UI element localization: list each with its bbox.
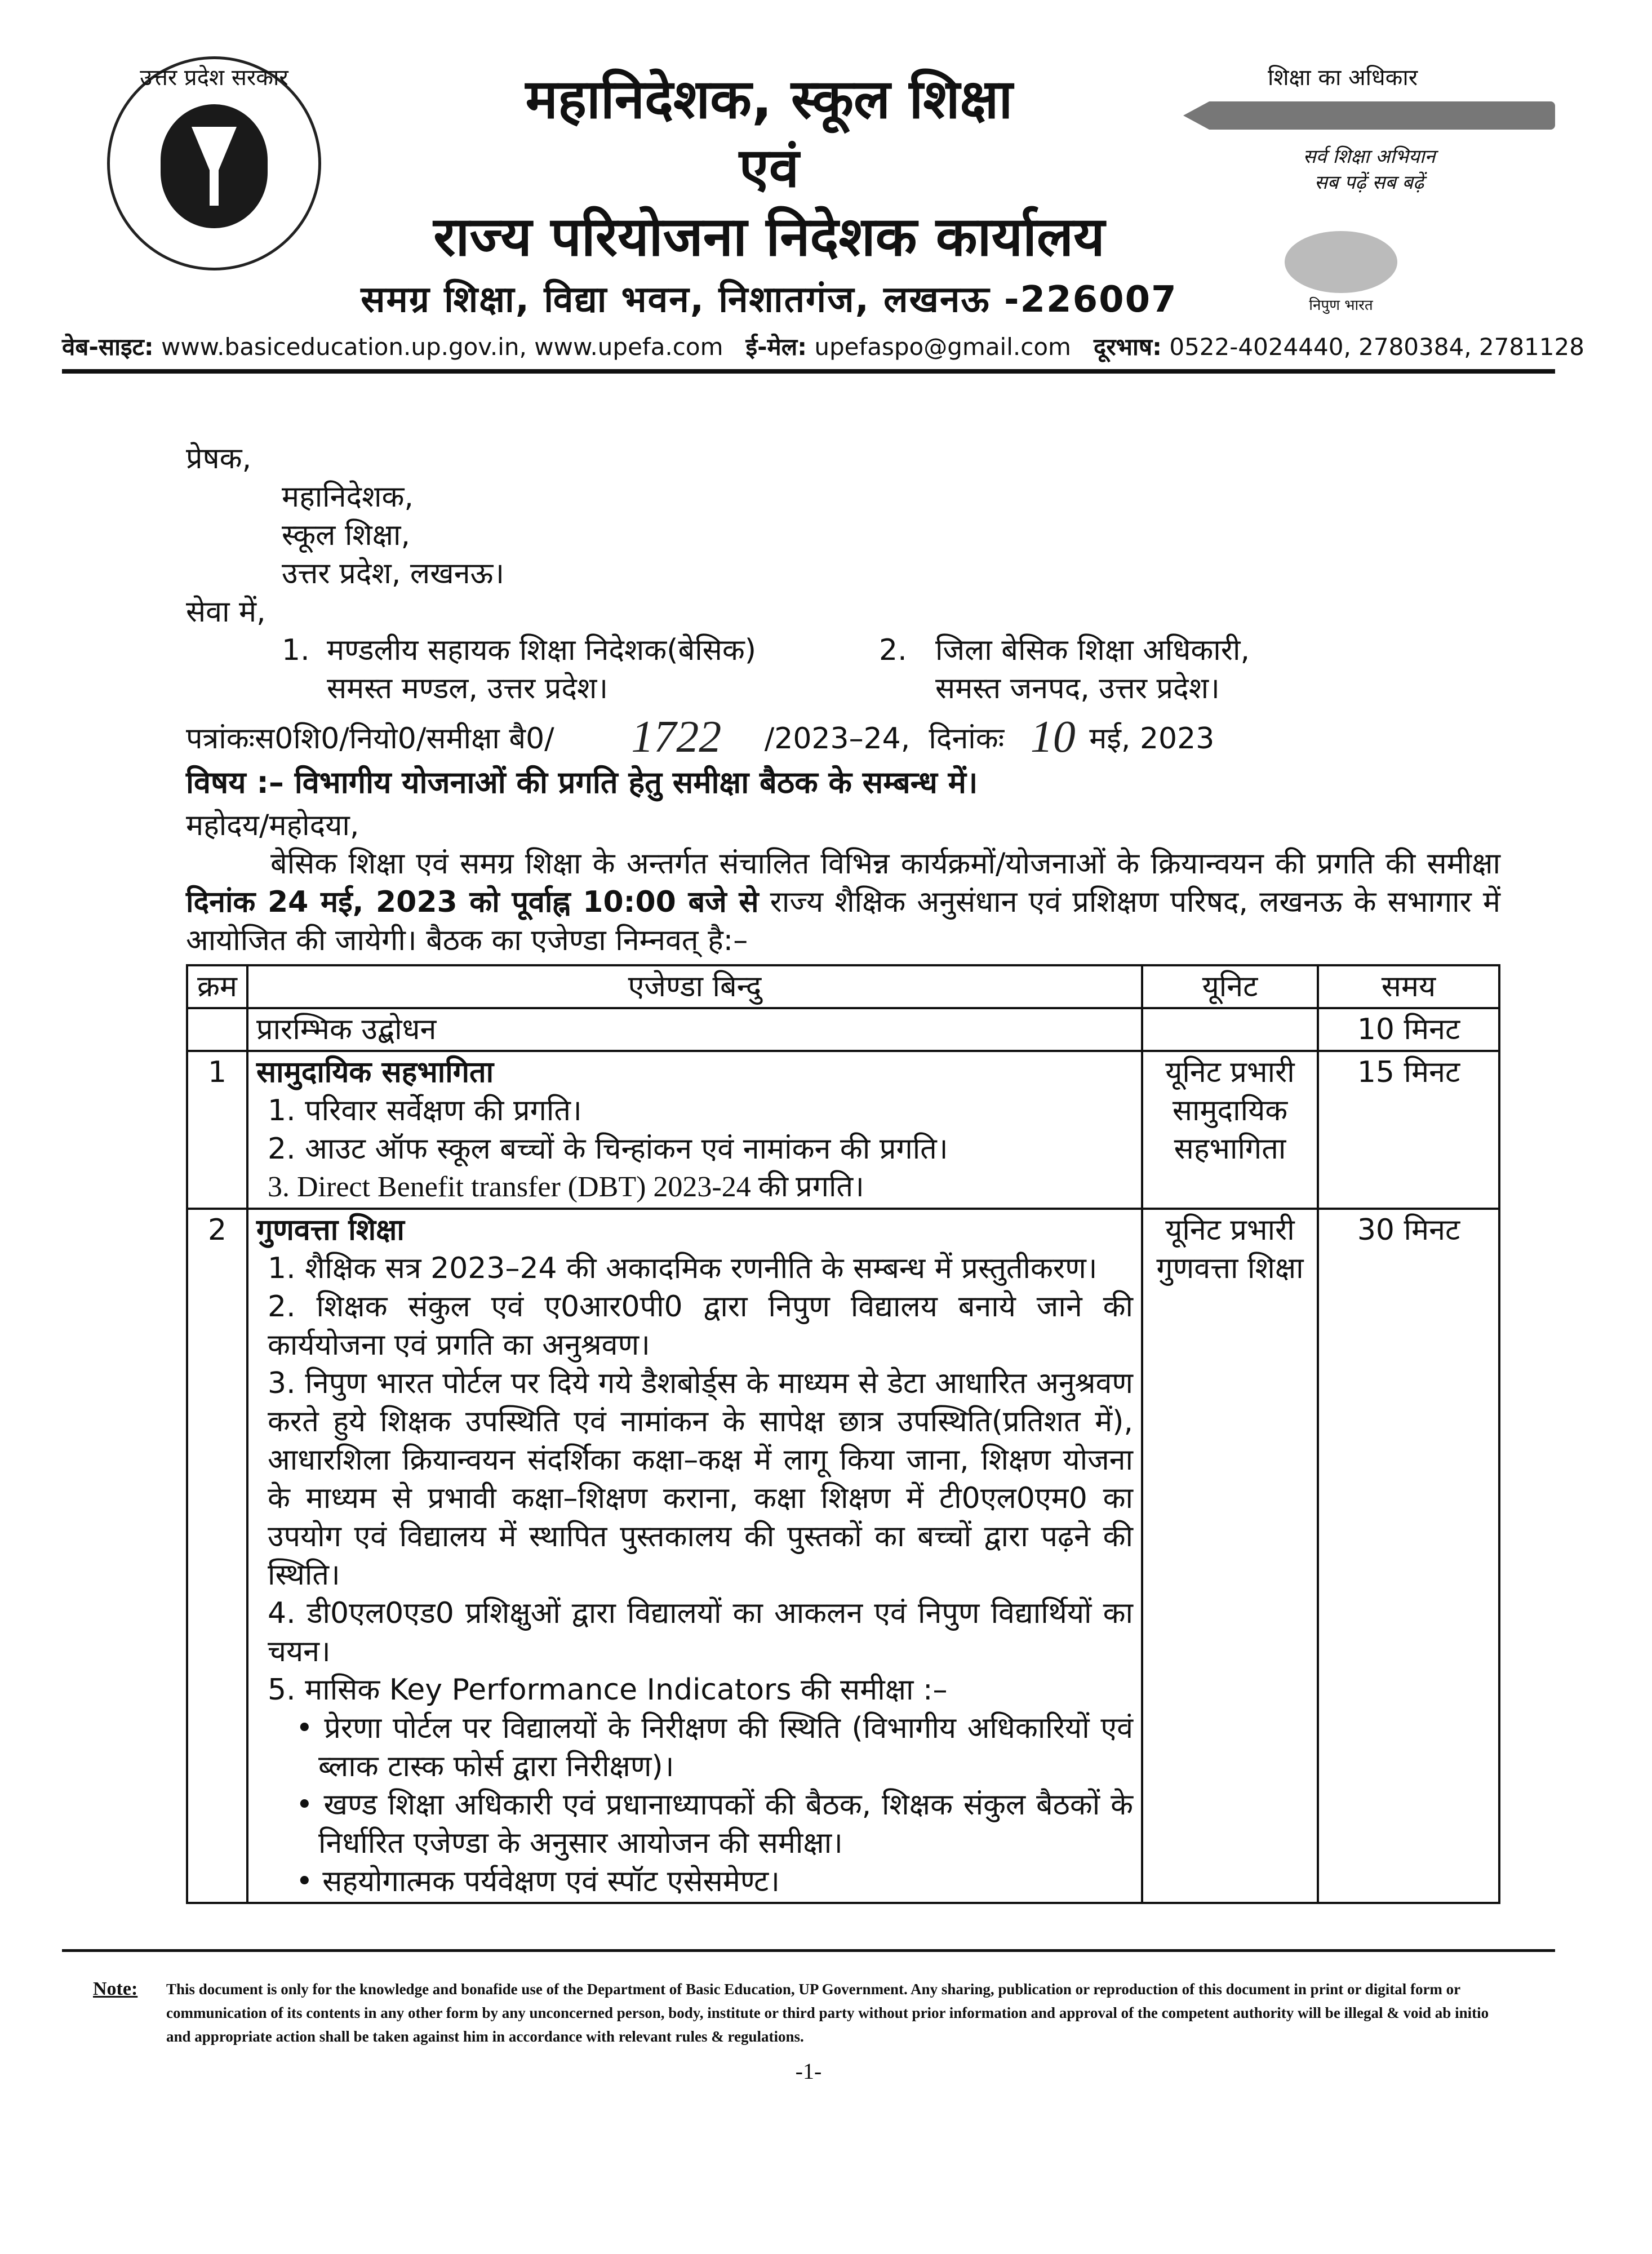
agenda-cell xyxy=(247,1209,1142,1903)
agenda-bullet: • प्रेरणा पोर्टल पर विद्यालयों के निरीक्षण की स्थिति (विभागीय अधिकारियों एवं ब्लाक टास्क फोर्स द्वारा निरीक्षण)। xyxy=(296,1711,1133,1783)
agenda-heading: गुणवत्ता शिक्षा xyxy=(256,1213,405,1247)
office-title-line3: राज्य परियोजना निदेशक कार्यालय xyxy=(433,205,1105,268)
bullet-text: सहयोगात्मक पर्यवेक्षण एवं स्पॉट एसेसमेण्ट। xyxy=(322,1865,780,1898)
footer-note xyxy=(62,1977,1555,2048)
col-header-agenda: एजेण्डा बिन्दु xyxy=(247,965,1142,1008)
salutation: महोदय/महोदया, xyxy=(186,809,359,842)
agenda-item: 2. आउट ऑफ स्कूल बच्चों के चिन्हांकन एवं नामांकन की प्रगति। xyxy=(268,1132,948,1166)
phone-label: दूरभाष: xyxy=(1094,333,1162,361)
page-number: -1- xyxy=(795,2058,822,2084)
subject: विषय :– विभागीय योजनाओं की प्रगति हेतु समीक्षा बैठक के सम्बन्ध में। xyxy=(186,765,978,800)
time-cell: 30 मिनट xyxy=(1318,1209,1499,1903)
unit-cell: यूनिट प्रभारी गुणवत्ता शिक्षा xyxy=(1142,1209,1318,1903)
time-cell: 15 मिनट xyxy=(1318,1051,1499,1209)
recipient-line: जिला बेसिक शिक्षा अधिकारी, xyxy=(935,633,1250,667)
recipient-num: 1. xyxy=(282,633,310,667)
agenda-bullet: • खण्ड शिक्षा अधिकारी एवं प्रधानाध्यापकों की बैठक, शिक्षक संकुल बैठकों के निर्धारित एजेण्डा के अनुसार आयोजन की समीक्षा। xyxy=(296,1788,1134,1860)
agenda-item: 2. शिक्षक संकुल एवं ए0आर0पी0 द्वारा निपुण विद्यालय बनाये जाने की कार्ययोजना एवं प्रगति का अनुश्रवण। xyxy=(268,1290,1133,1362)
table-row xyxy=(187,1051,1499,1209)
time-cell: 10 मिनट xyxy=(1318,1008,1499,1051)
sender-line: स्कूल शिक्षा, xyxy=(282,518,411,552)
footer xyxy=(62,1949,1555,2086)
note-label: Note: xyxy=(93,1978,138,1999)
ref-prefix: पत्रांकःस0शि0/नियो0/समीक्षा बै0/ xyxy=(186,722,554,756)
email[interactable]: upefaspo@gmail.com xyxy=(814,333,1071,361)
col-header-unit: यूनिट xyxy=(1142,965,1318,1008)
agenda-item: 3. Direct Benefit transfer (DBT) 2023-24 की प्रगति। xyxy=(268,1171,864,1203)
websites[interactable]: www.basiceducation.up.gov.in, www.upefa.com xyxy=(161,333,723,361)
date-label: दिनांकः xyxy=(929,722,1005,756)
sender-line: उत्तर प्रदेश, लखनऊ। xyxy=(282,557,505,591)
date-day-handwritten: 10 xyxy=(1030,712,1076,762)
ref-suffix: /2023–24, xyxy=(764,722,911,756)
sender-label: प्रेषक, xyxy=(186,442,252,476)
rte-pencil-logo xyxy=(1172,39,1566,141)
unit-cell xyxy=(1142,1008,1318,1051)
col-header-time: समय xyxy=(1318,965,1499,1008)
bullet-text: खण्ड शिक्षा अधिकारी एवं प्रधानाध्यापकों की बैठक, शिक्षक संकुल बैठकों के निर्धारित एजेण्डा के अनुसार आयोजन की समीक्षा। xyxy=(318,1788,1134,1860)
letter-body xyxy=(93,440,1500,2086)
recipient-1 xyxy=(282,631,879,708)
agenda-heading: सामुदायिक सहभागिता xyxy=(256,1055,494,1089)
agenda-item: 3. निपुण भारत पोर्टल पर दिये गये डैशबोर्ड्स के माध्यम से डेटा आधारित अनुश्रवण करते हुये शिक्षक उपस्थिति एवं नामांकन के सापेक्ष छात्र उपस्थिति(प्रतिशत में), आधारशिला क्रियान्वयन संदर्शिका कक्षा–कक्ष में लागू किया जाना, शिक्षण योजना के माध्यम से प्रभावी कक्षा–शिक्षण कराना, कक्षा शिक्षण में टी0एल0एम0 का उपयोग एवं विद्यालय में स्थापित पुस्तकालय की पुस्तकों का बच्चों द्वारा पढ़ने की स्थिति। xyxy=(268,1366,1133,1592)
table-row xyxy=(187,1008,1499,1051)
phones: 0522-4024440, 2780384, 2781128 xyxy=(1169,333,1584,361)
para-text: बेसिक शिक्षा एवं समग्र शिक्षा के अन्तर्गत संचालित विभिन्न कार्यक्रमों/योजनाओं के क्रियान्वयन की प्रगति की समीक्षा xyxy=(270,847,1500,881)
date-rest: मई, 2023 xyxy=(1089,722,1215,756)
office-title-line2: एवं xyxy=(739,136,800,199)
office-address: समग्र शिक्षा, विद्या भवन, निशातगंज, लखनऊ -226007 xyxy=(361,279,1178,321)
agenda-table xyxy=(186,964,1500,1904)
nipun-bharat-logo xyxy=(1285,231,1397,293)
bullet-text: प्रेरणा पोर्टल पर विद्यालयों के निरीक्षण की स्थिति (विभागीय अधिकारियों एवं ब्लाक टास्क फोर्स द्वारा निरीक्षण)। xyxy=(318,1711,1133,1783)
meeting-datetime: दिनांक 24 मई, 2023 को पूर्वाह्न 10:00 बजे से xyxy=(186,885,759,919)
header-divider xyxy=(62,369,1555,374)
emblem-text: उत्तर प्रदेश सरकार xyxy=(140,65,288,91)
recipient-num: 2. xyxy=(879,633,907,667)
up-government-emblem xyxy=(107,56,321,270)
agenda-cell: प्रारम्भिक उद्बोधन xyxy=(247,1008,1142,1051)
ref-number-handwritten: 1722 xyxy=(631,712,722,762)
agenda-item: 5. मासिक Key Performance Indicators की समीक्षा :– xyxy=(268,1673,948,1707)
to-label: सेवा में, xyxy=(186,595,266,629)
recipient-2 xyxy=(879,631,1250,708)
emblem-icon xyxy=(161,104,268,228)
sender-block xyxy=(186,440,1500,708)
agenda-item: 1. परिवार सर्वेक्षण की प्रगति। xyxy=(268,1094,582,1128)
table-header-row xyxy=(187,965,1499,1008)
rte-logo-text: शिक्षा का अधिकार xyxy=(1268,65,1418,91)
agenda-bullet: • सहयोगात्मक पर्यवेक्षण एवं स्पॉट एसेसमेण्ट। xyxy=(296,1865,780,1898)
note-text: This document is only for the knowledge and bonafide use of the Department of Basic Education, UP Government. Any sharing, publication or reproduction of this document in print or digital form or communication of its contents in any other form by any unconcerned person, body, institute or third party without prior information and approval of the competent authority will be illegal & void ab initio and appropriate action shall be taken against him in accordance with relevant rules & regulations. xyxy=(166,1981,1489,2045)
agenda-item: 1. शैक्षिक सत्र 2023–24 की अकादमिक रणनीति के सम्बन्ध में प्रस्तुतीकरण। xyxy=(268,1252,1098,1285)
ssa-line1: सर्व शिक्षा अभियान xyxy=(1303,145,1436,168)
recipient-line: समस्त मण्डल, उत्तर प्रदेश। xyxy=(327,672,609,706)
unit-cell: यूनिट प्रभारी सामुदायिक सहभागिता xyxy=(1142,1051,1318,1209)
email-label: ई-मेल: xyxy=(745,333,807,361)
serial-cell xyxy=(187,1008,247,1051)
pencil-icon xyxy=(1183,101,1555,130)
ssa-tagline xyxy=(1240,144,1499,196)
agenda-item: 4. डी0एल0एड0 प्रशिक्षुओं द्वारा विद्यालयों का आकलन एवं निपुण विद्यार्थियों का चयन। xyxy=(268,1596,1133,1669)
recipient-line: मण्डलीय सहायक शिक्षा निदेशक(बेसिक) xyxy=(327,633,757,667)
nipun-bharat-text: निपुण भारत xyxy=(1309,297,1373,314)
recipient-line: समस्त जनपद, उत्तर प्रदेश। xyxy=(935,672,1220,706)
table-row xyxy=(187,1209,1499,1903)
serial-cell: 1 xyxy=(187,1051,247,1209)
serial-cell: 2 xyxy=(187,1209,247,1903)
footer-divider xyxy=(62,1949,1555,1952)
office-title-line1: महानिदेशक, स्कूल शिक्षा xyxy=(525,68,1013,131)
sender-line: महानिदेशक, xyxy=(282,480,414,514)
contact-line xyxy=(62,331,1584,363)
reference-line xyxy=(186,712,1500,762)
col-header-serial: क्रम xyxy=(187,965,247,1008)
para-text: राज्य शैक्षिक अनुसंधान एवं प्रशिक्षण परिषद, लखनऊ के सभागार में आयोजित की जायेगी। बैठक का एजेण्डा निम्नवत् है:– xyxy=(186,885,1500,957)
ssa-line2: सब पढ़ें सब बढ़ें xyxy=(1314,171,1424,194)
agenda-cell xyxy=(247,1051,1142,1209)
intro-paragraph xyxy=(186,845,1500,960)
website-label: वेब-साइट: xyxy=(62,333,154,361)
